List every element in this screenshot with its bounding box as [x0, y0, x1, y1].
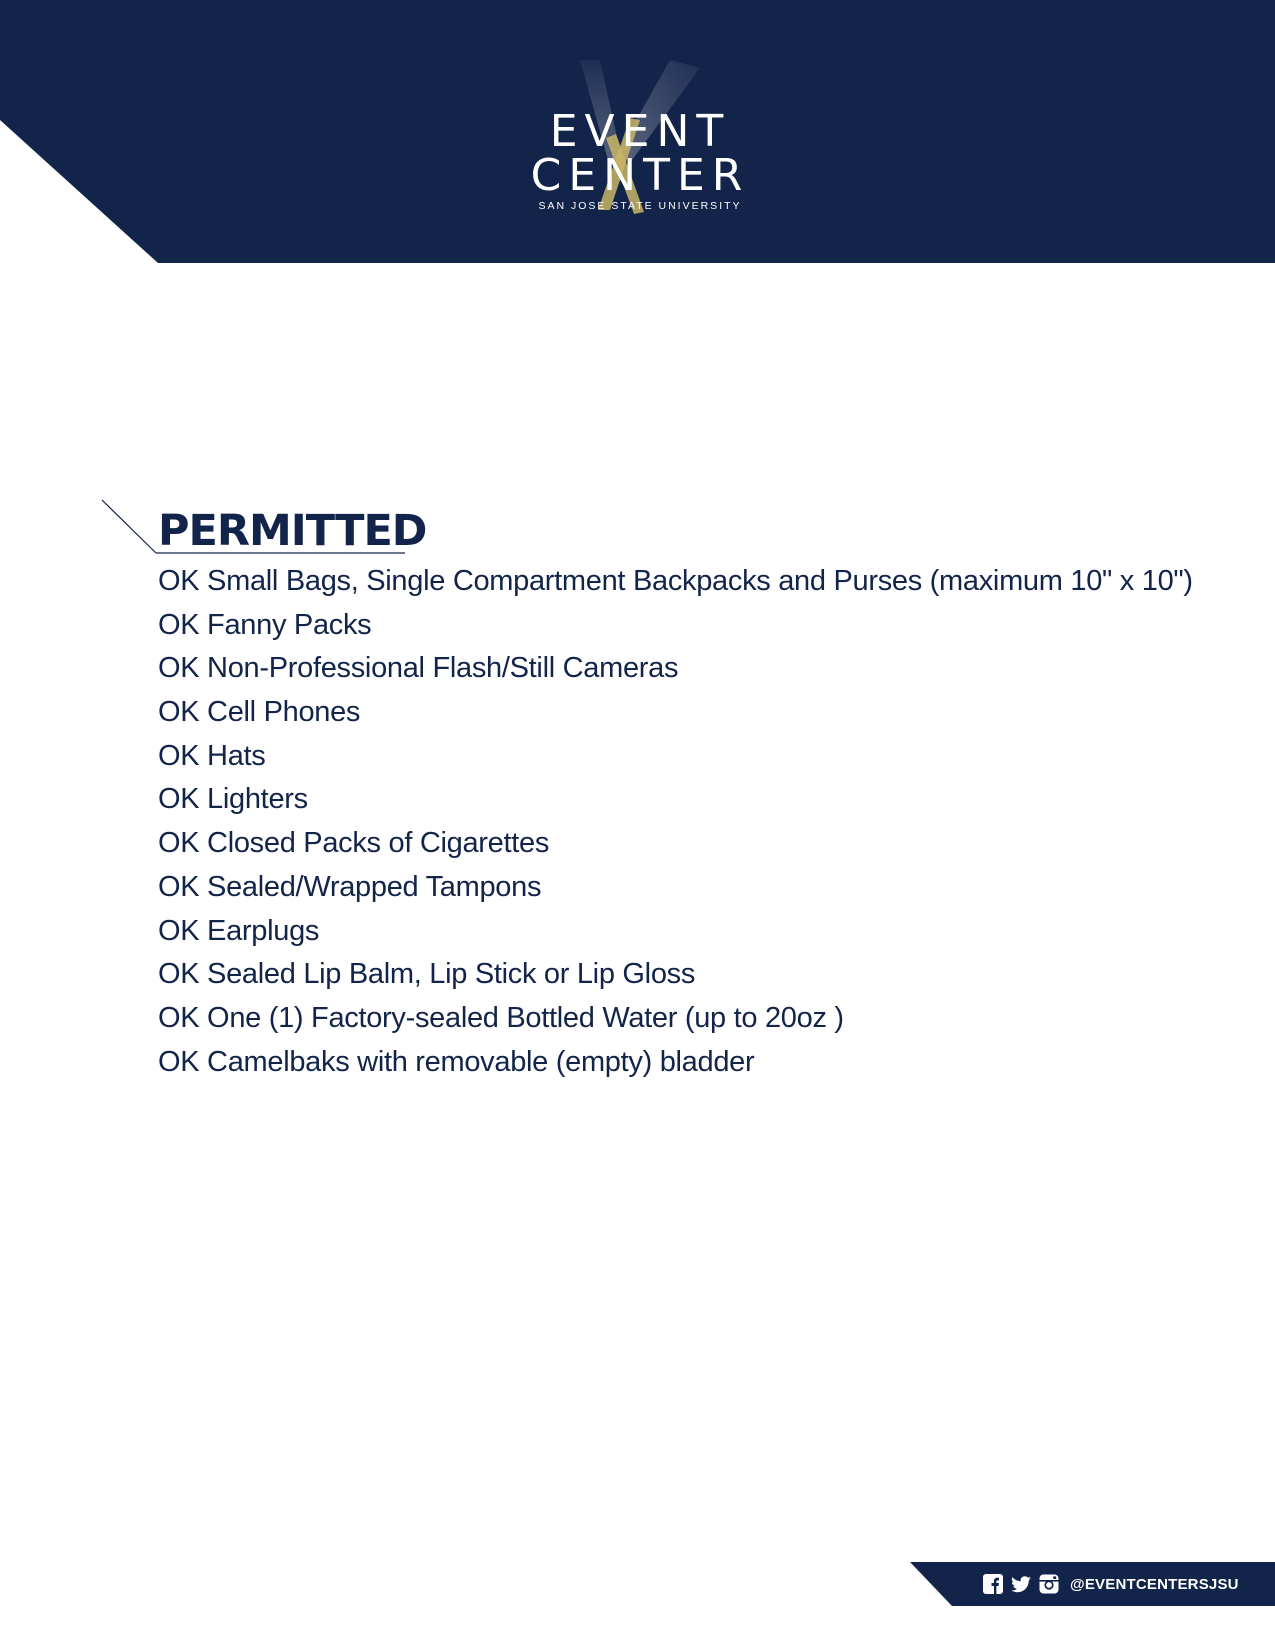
list-item: OK Earplugs [158, 914, 320, 947]
section-title: PERMITTED [158, 506, 427, 556]
instagram-icon[interactable] [1038, 1573, 1060, 1595]
list-item: OK Closed Packs of Cigarettes [158, 827, 550, 860]
facebook-icon[interactable] [982, 1573, 1004, 1595]
logo-line-event: EVENT [549, 106, 731, 157]
twitter-icon[interactable] [1010, 1573, 1032, 1595]
social-handle[interactable]: @EVENTCENTERSJSU [1070, 1575, 1239, 1593]
list-item: OK One (1) Factory-sealed Bottled Water (up to 20oz ) [158, 1001, 844, 1034]
list-item: OK Cell Phones [158, 696, 361, 729]
list-item: OK Small Bags, Single Compartment Backpacks and Purses (maximum 10" x 10") [158, 565, 1193, 597]
logo-line-center: CENTER [530, 150, 750, 201]
list-item: OK Sealed/Wrapped Tampons [158, 870, 542, 903]
list-item: OK Non-Professional Flash/Still Cameras [158, 652, 679, 685]
permitted-list [158, 560, 1193, 1084]
list-item: OK Fanny Packs [158, 608, 372, 641]
list-item: OK Hats [158, 739, 266, 772]
list-item: OK Lighters [158, 783, 308, 816]
list-item: OK Sealed Lip Balm, Lip Stick or Lip Gloss [158, 958, 696, 991]
social-links [982, 1572, 1239, 1596]
logo-subtitle: SAN JOSE STATE UNIVERSITY [538, 200, 742, 212]
event-center-logo [520, 60, 760, 220]
list-item: OK Camelbaks with removable (empty) bladder [158, 1045, 755, 1078]
